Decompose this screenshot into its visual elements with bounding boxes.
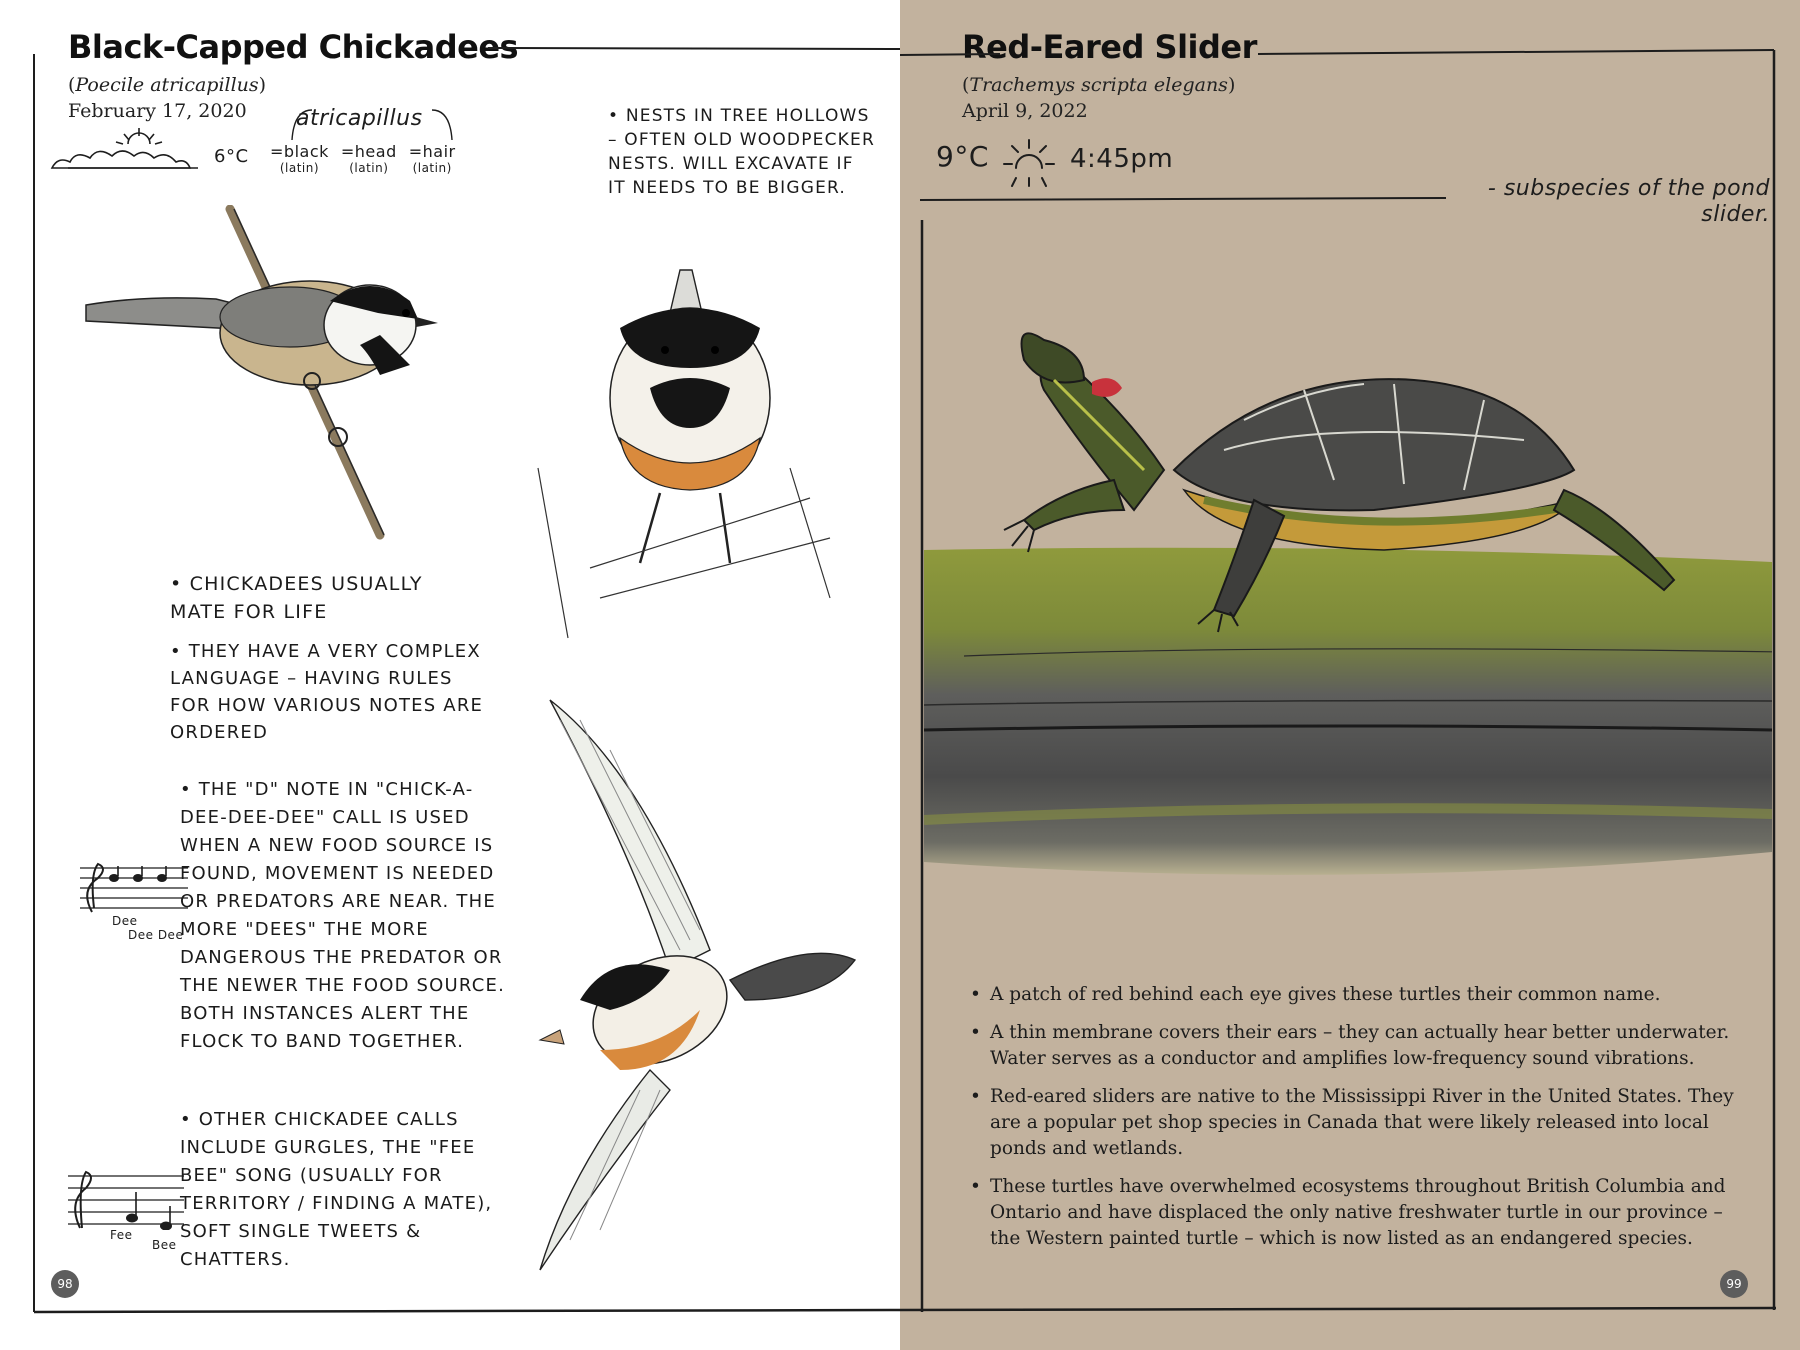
etymology-part-hair: =hair (latin) bbox=[408, 142, 456, 175]
note-other-calls: • OTHER CHICKADEE CALLS INCLUDE GURGLES, THE "FEE BEE" SONG (USUALLY FOR TERRITORY / FINDING A MATE), SOFT SINGLE TWEETS & CHATTERS. bbox=[180, 1109, 493, 1270]
right-page-title: Red-Eared Slider bbox=[962, 28, 1257, 66]
music-label-dee-dee: Dee Dee bbox=[128, 928, 184, 942]
right-page-number: 99 bbox=[1720, 1270, 1748, 1298]
left-page-number: 98 bbox=[51, 1270, 79, 1298]
right-date: April 9, 2022 bbox=[962, 100, 1088, 122]
note-complex-language: • THEY HAVE A VERY COMPLEX LANGUAGE – HAVING RULES FOR HOW VARIOUS NOTES ARE ORDERED bbox=[170, 641, 484, 743]
right-time: 4:45pm bbox=[1070, 144, 1174, 174]
music-label-dee: Dee bbox=[112, 914, 138, 928]
note-nests: • NESTS IN TREE HOLLOWS – OFTEN OLD WOODPECKER NESTS. WILL EXCAVATE IF IT NEEDS TO BE BIGGER. bbox=[608, 106, 875, 198]
note-mate-for-life: • CHICKADEES USUALLY MATE FOR LIFE bbox=[170, 573, 423, 623]
turtle-facts-list bbox=[970, 982, 1740, 1264]
etymology-part-head: =head (latin) bbox=[340, 142, 397, 175]
turtle-on-log-illustration bbox=[924, 320, 1772, 910]
left-temperature: 6°C bbox=[214, 146, 249, 167]
left-scientific-name: (Poecile atricapillus) bbox=[68, 74, 267, 96]
right-temperature: 9°C bbox=[936, 140, 989, 173]
etymology-word: atricapillus bbox=[296, 106, 423, 131]
turtle-fact-item: • A thin membrane covers their ears – they can actually hear better underwater. Water serves as a conductor and amplifies low-frequency sound vibrations. bbox=[970, 1020, 1740, 1072]
left-date: February 17, 2020 bbox=[68, 100, 247, 122]
turtle-fact-item: • Red-eared sliders are native to the Mississippi River in the United States. They are a popular pet shop species in Canada that were likely released into local ponds and wetlands. bbox=[970, 1084, 1740, 1162]
etymology-part-black: =black (latin) bbox=[270, 142, 329, 175]
right-scientific-name: (Trachemys scripta elegans) bbox=[962, 74, 1236, 96]
music-label-bee: Bee bbox=[152, 1238, 177, 1252]
music-label-fee: Fee bbox=[110, 1228, 133, 1242]
side-note-subspecies: - subspecies of the pond slider. bbox=[1487, 176, 1770, 227]
note-dee-call: • THE "D" NOTE IN "CHICK-A-DEE-DEE-DEE" CALL IS USED WHEN A NEW FOOD SOURCE IS FOUND, MOVEMENT IS NEEDED OR PREDATORS ARE NEAR. THE MORE "DEES" THE MORE DANGEROUS THE PREDATOR OR THE NEWER THE FOOD SOURCE. BOTH INSTANCES ALERT THE FLOCK TO BAND TOGETHER. bbox=[180, 779, 506, 1052]
turtle-fact-item: • These turtles have overwhelmed ecosystems throughout British Columbia and Ontario and have displaced the only native freshwater turtle in our province – the Western painted turtle – which is now listed as an endangered species. bbox=[970, 1174, 1740, 1252]
turtle-fact-item: • A patch of red behind each eye gives these turtles their common name. bbox=[970, 982, 1740, 1008]
left-page-title: Black-Capped Chickadees bbox=[68, 28, 519, 66]
right-page bbox=[900, 0, 1800, 1350]
